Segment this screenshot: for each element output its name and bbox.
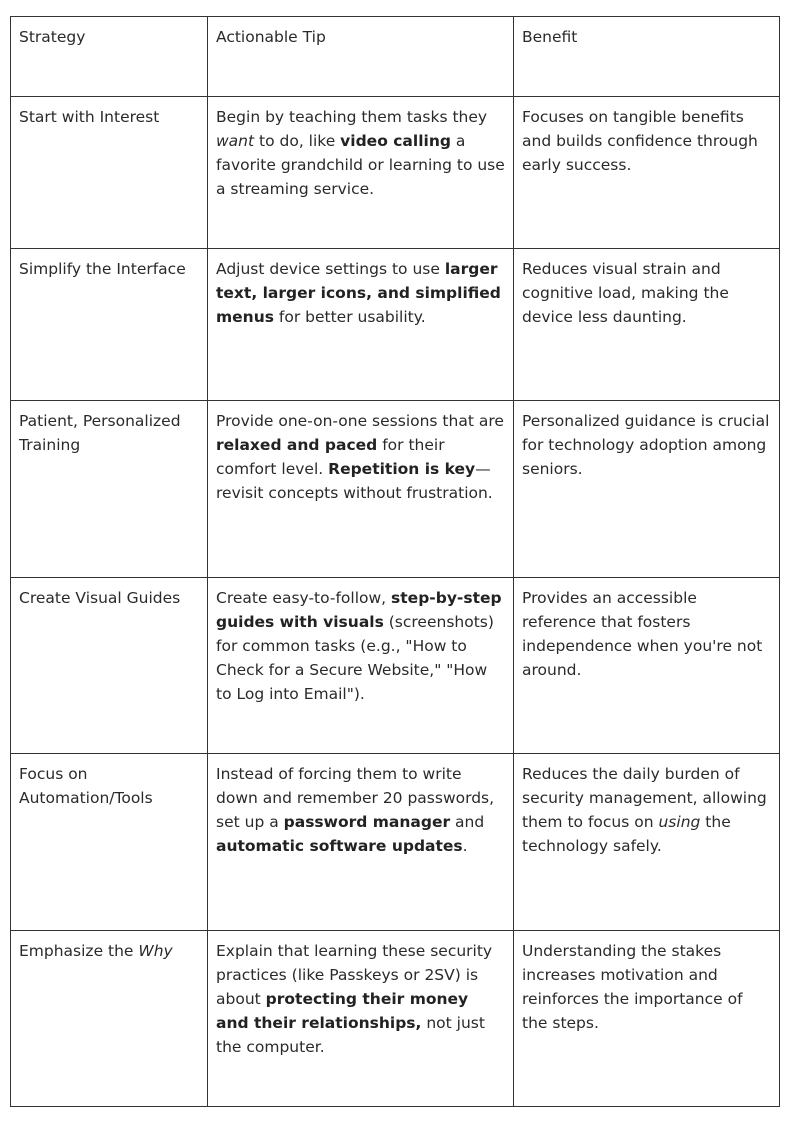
strategy-cell: Focus on Automation/Tools <box>11 754 208 931</box>
strategy-cell: Create Visual Guides <box>11 578 208 754</box>
header-strategy: Strategy <box>11 17 208 97</box>
tip-cell: Instead of forcing them to write down and remember 20 passwords, set up a password manager and automatic software updates. <box>208 754 514 931</box>
benefit-cell: Focuses on tangible benefits and builds confidence through early success. <box>514 97 780 249</box>
table-row <box>11 754 780 931</box>
tip-cell: Explain that learning these security practices (like Passkeys or 2SV) is about protecting their money and their relationships, not just the computer. <box>208 931 514 1107</box>
table-row <box>11 931 780 1107</box>
table-row <box>11 249 780 401</box>
tip-cell: Provide one-on-one sessions that are relaxed and paced for their comfort level. Repetition is key—revisit concepts without frustration. <box>208 401 514 578</box>
benefit-cell: Personalized guidance is crucial for technology adoption among seniors. <box>514 401 780 578</box>
benefit-cell: Reduces visual strain and cognitive load, making the device less daunting. <box>514 249 780 401</box>
table-row <box>11 401 780 578</box>
strategy-cell: Patient, Personalized Training <box>11 401 208 578</box>
benefit-cell: Provides an accessible reference that fosters independence when you're not around. <box>514 578 780 754</box>
strategy-cell: Simplify the Interface <box>11 249 208 401</box>
benefit-cell: Reduces the daily burden of security management, allowing them to focus on using the technology safely. <box>514 754 780 931</box>
header-benefit: Benefit <box>514 17 780 97</box>
header-actionable-tip: Actionable Tip <box>208 17 514 97</box>
table-header-row <box>11 17 780 97</box>
table-row <box>11 578 780 754</box>
tip-cell: Adjust device settings to use larger text, larger icons, and simplified menus for better usability. <box>208 249 514 401</box>
benefit-cell: Understanding the stakes increases motivation and reinforces the importance of the steps. <box>514 931 780 1107</box>
tip-cell: Create easy-to-follow, step-by-step guides with visuals (screenshots) for common tasks (e.g., "How to Check for a Secure Website," "How to Log into Email"). <box>208 578 514 754</box>
tip-cell: Begin by teaching them tasks they want to do, like video calling a favorite grandchild or learning to use a streaming service. <box>208 97 514 249</box>
strategy-cell: Emphasize the Why <box>11 931 208 1107</box>
table-row <box>11 97 780 249</box>
strategy-table <box>10 16 780 1107</box>
strategy-cell: Start with Interest <box>11 97 208 249</box>
